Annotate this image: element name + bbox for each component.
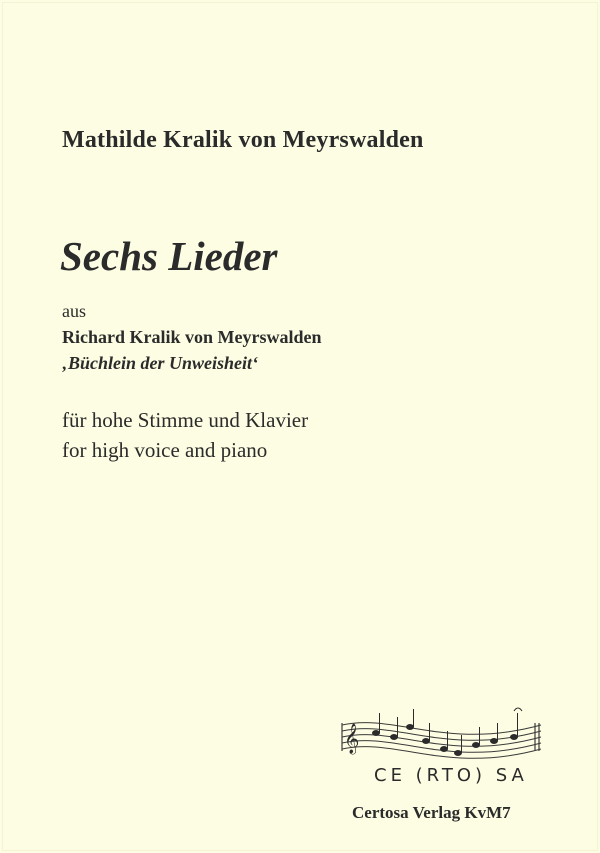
staff-lines bbox=[342, 723, 541, 759]
from-word: aus bbox=[62, 301, 86, 321]
scoring-english: for high voice and piano bbox=[62, 438, 268, 462]
logo-text: CE (RTO) SA bbox=[374, 765, 528, 786]
poet-name: Richard Kralik von Meyrswalden bbox=[62, 327, 322, 347]
work-title: Sechs Lieder bbox=[60, 233, 278, 279]
music-staff-logo-icon bbox=[336, 703, 546, 793]
clef-icon: 𝄞 bbox=[344, 724, 360, 754]
source-book-title: ‚Büchlein der Unweisheit‘ bbox=[62, 353, 259, 373]
publisher-imprint: Certosa Verlag KvM7 bbox=[352, 803, 511, 822]
composer-name: Mathilde Kralik von Meyrswalden bbox=[62, 127, 424, 153]
scoring-german: für hohe Stimme und Klavier bbox=[62, 408, 309, 432]
